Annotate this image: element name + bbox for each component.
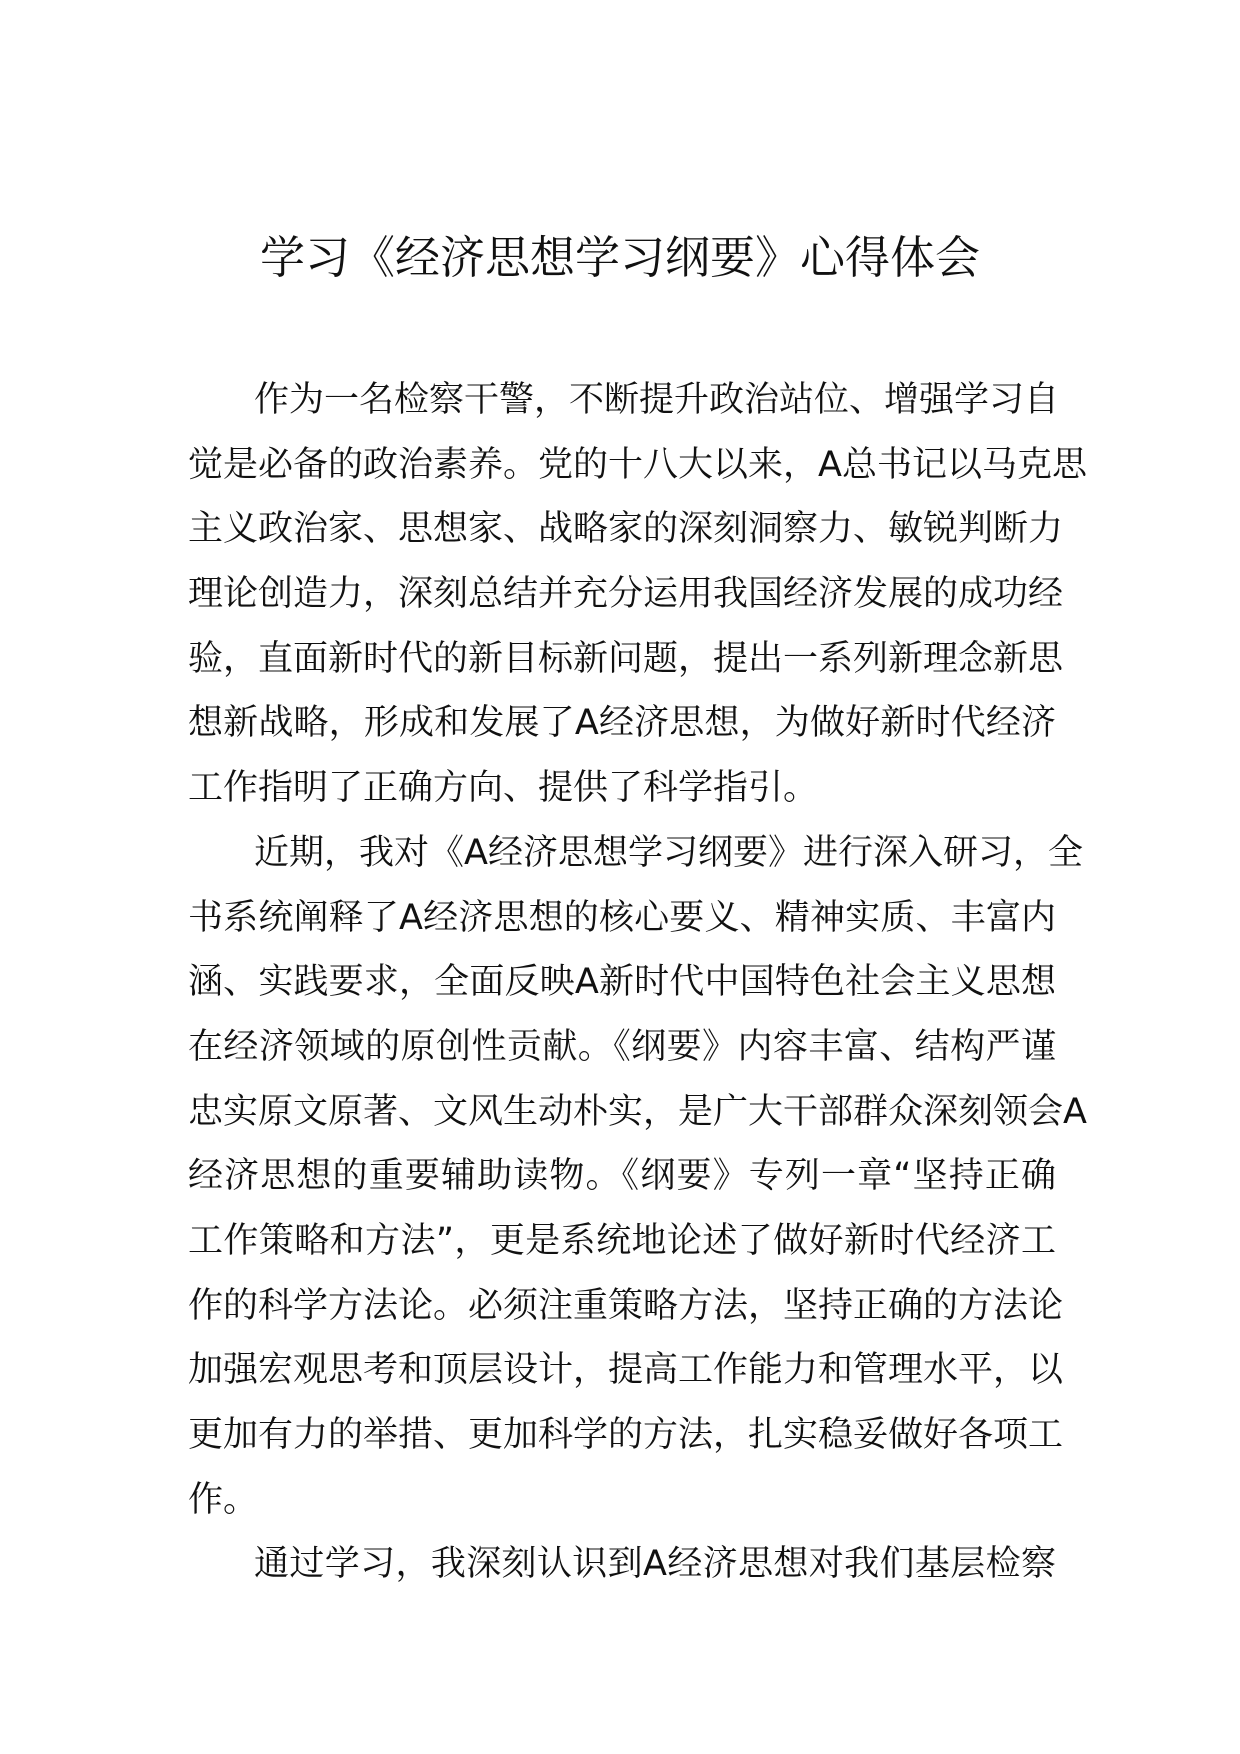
paragraph-2-line-1: 近期，我对《A经济思想学习纲要》进行深入研习，全 — [254, 832, 1083, 873]
paragraph-1-line-1: 作为一名检察干警，不断提升政治站位、增强学习自 — [254, 380, 1060, 420]
paragraph-1-line-6: 想新战略，形成和发展了A经济思想，为做好新时代经济 — [188, 703, 1056, 744]
document-body — [188, 368, 1087, 1597]
paragraph-2-line-4: 在经济领域的原创性贡献。《纲要》内容丰富、结构严谨 — [188, 1026, 1056, 1067]
paragraph-1-line-4: 理论创造力，深刻总结并充分运用我国经济发展的成功经 — [188, 574, 1064, 615]
paragraph-1-line-2: 觉是必备的政治素养。党的十八大以来，A总书记以马克思 — [188, 444, 1087, 485]
paragraph-2-line-9: 加强宏观思考和顶层设计，提高工作能力和管理水平，以 — [188, 1350, 1064, 1391]
paragraph-2-line-7: 工作策略和方法”，更是系统地论述了做好新时代经济工 — [188, 1220, 1056, 1261]
paragraph-2-line-10: 更加有力的举措、更加科学的方法，扎实稳妥做好各项工 — [188, 1415, 1064, 1455]
paragraph-2-line-8: 作的科学方法论。必须注重策略方法，坚持正确的方法论 — [188, 1285, 1064, 1326]
page-title: 学习《经济思想学习纲要》心得体会 — [259, 231, 980, 284]
paragraph-1-line-7: 工作指明了正确方向、提供了科学指引。 — [188, 768, 819, 809]
paragraph-2-line-2: 书系统阐释了A经济思想的核心要义、精神实质、丰富内 — [188, 897, 1056, 938]
paragraph-2-line-11: 作。 — [188, 1479, 259, 1520]
paragraph-3-line-1: 通过学习，我深刻认识到A经济思想对我们基层检察 — [254, 1544, 1056, 1585]
paragraph-2-line-6: 经济思想的重要辅助读物。《纲要》专列一章“坚持正确 — [188, 1156, 1056, 1197]
paragraph-2-line-5: 忠实原文原著、文风生动朴实，是广大干部群众深刻领会A — [188, 1091, 1087, 1132]
paragraph-2-line-3: 涵、实践要求，全面反映A新时代中国特色社会主义思想 — [188, 962, 1056, 1003]
paragraph-1-line-3: 主义政治家、思想家、战略家的深刻洞察力、敏锐判断力 — [188, 509, 1064, 550]
paragraph-1-line-5: 验，直面新时代的新目标新问题，提出一系列新理念新思 — [188, 638, 1064, 679]
